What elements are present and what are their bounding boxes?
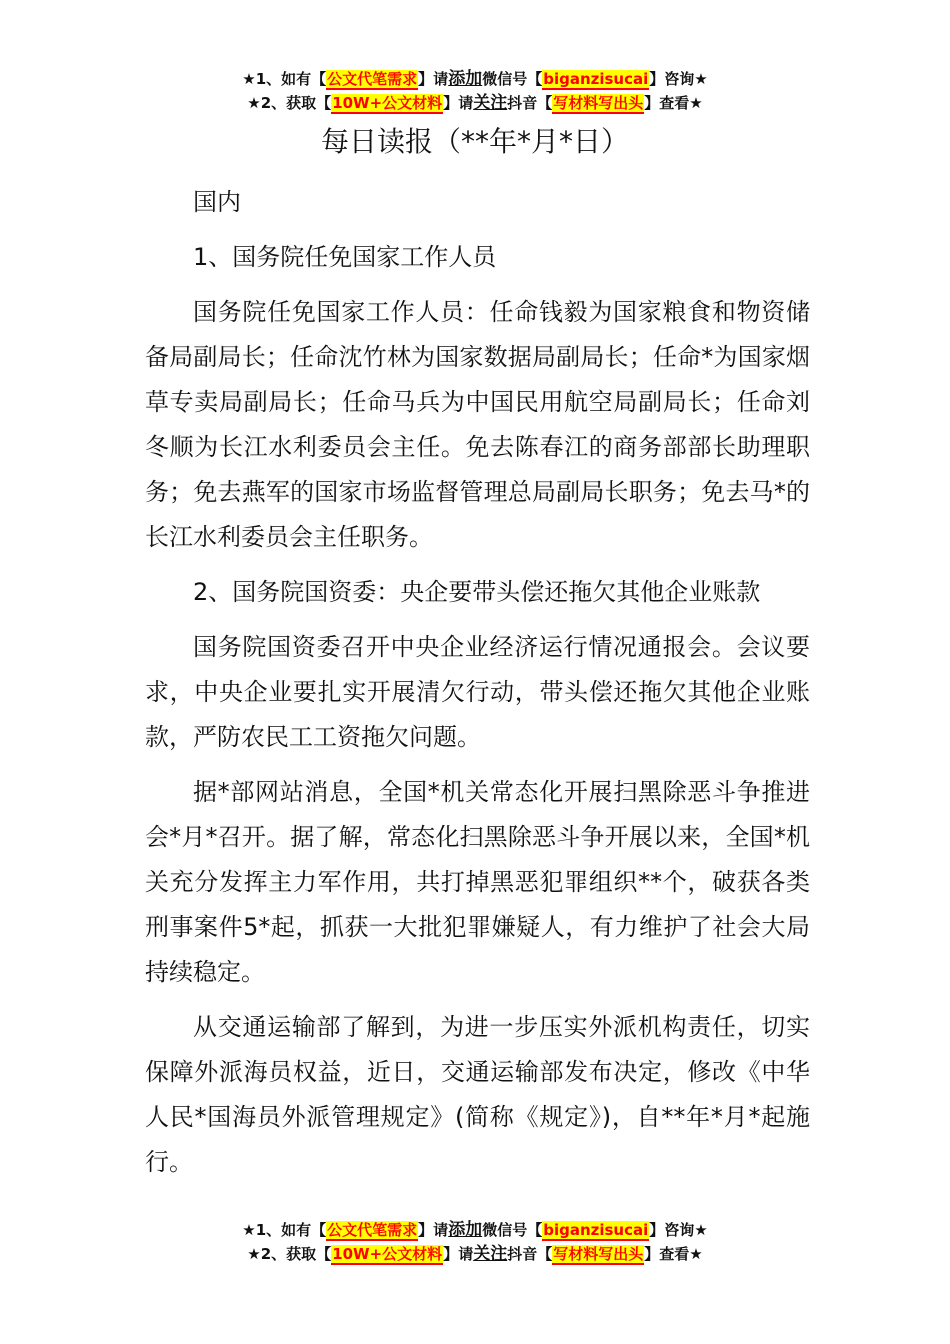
- banner-text: 】请: [418, 1221, 449, 1239]
- banner-text: ★2、获取【: [247, 1245, 332, 1263]
- banner-text: 】查看★: [644, 94, 703, 112]
- banner-text: 抖音【: [507, 1245, 553, 1263]
- item-heading: 1、国务院任免国家工作人员: [193, 243, 497, 271]
- paragraph: 国务院任免国家工作人员：任命钱毅为国家粮食和物资储备局副局长；任命沈竹林为国家数据局副局长；任命*为国家烟草专卖局副局长；任命马兵为中国民用航空局副局长；任命刘冬顺为长江水利委员会主任。免去陈春江的商务部部长助理职务；免去燕军的国家市场监督管理总局副局长职务；免去马*的长江水利委员会主任职务。: [145, 298, 810, 551]
- banner-highlight: 10W+公文材料: [332, 94, 443, 112]
- banner-text: ★1、如有【: [242, 70, 327, 88]
- banner-text: 微信号【: [482, 1221, 543, 1239]
- document-body: [145, 180, 810, 1195]
- banner-text: 】请: [443, 1245, 474, 1263]
- banner-underlined: 关注: [473, 93, 508, 113]
- banner-highlight: 写材料写出头: [553, 94, 644, 112]
- header-banner: [0, 67, 950, 115]
- item-heading: 2、国务院国资委：央企要带头偿还拖欠其他企业账款: [193, 578, 761, 606]
- banner-text: 抖音【: [507, 94, 553, 112]
- banner-text: 】咨询★: [649, 70, 708, 88]
- paragraph: 据*部网站消息，全国*机关常态化开展扫黑除恶斗争推进会*月*召开。据了解，常态化扫黑除恶斗争开展以来，全国*机关充分发挥主力军作用，共打掉黑恶犯罪组织**个，破获各类刑事案件5*起，抓获一大批犯罪嫌疑人，有力维护了社会大局持续稳定。: [145, 778, 810, 986]
- banner-text: ★1、如有【: [242, 1221, 327, 1239]
- banner-text: 】查看★: [644, 1245, 703, 1263]
- banner-highlight: biganzisucai: [543, 70, 649, 88]
- banner-line-1: [0, 1218, 950, 1242]
- paragraph: 从交通运输部了解到，为进一步压实外派机构责任，切实保障外派海员权益，近日，交通运输部发布决定，修改《中华人民*国海员外派管理规定》(简称《规定》)，自**年*月*起施行。: [145, 1013, 810, 1176]
- page-title: 每日读报（**年*月*日）: [320, 125, 629, 158]
- banner-text: 】请: [418, 70, 449, 88]
- banner-highlight: 写材料写出头: [553, 1245, 644, 1263]
- banner-highlight: biganzisucai: [543, 1221, 649, 1239]
- banner-text: 】请: [443, 94, 474, 112]
- banner-highlight: 公文代笔需求: [327, 70, 418, 88]
- banner-underlined: 关注: [473, 1244, 508, 1264]
- footer-banner: [0, 1218, 950, 1266]
- banner-text: ★2、获取【: [247, 94, 332, 112]
- banner-text: 微信号【: [482, 70, 543, 88]
- section-heading: 国内: [193, 188, 241, 216]
- banner-highlight: 10W+公文材料: [332, 1245, 443, 1263]
- banner-line-1: [0, 67, 950, 91]
- banner-line-2: [0, 1242, 950, 1266]
- paragraph: 国务院国资委召开中央企业经济运行情况通报会。会议要求，中央企业要扎实开展清欠行动，带头偿还拖欠其他企业账款，严防农民工工资拖欠问题。: [145, 633, 810, 751]
- banner-highlight: 公文代笔需求: [327, 1221, 418, 1239]
- banner-underlined: 添加: [448, 1220, 483, 1240]
- banner-line-2: [0, 91, 950, 115]
- banner-underlined: 添加: [448, 69, 483, 89]
- banner-text: 】咨询★: [649, 1221, 708, 1239]
